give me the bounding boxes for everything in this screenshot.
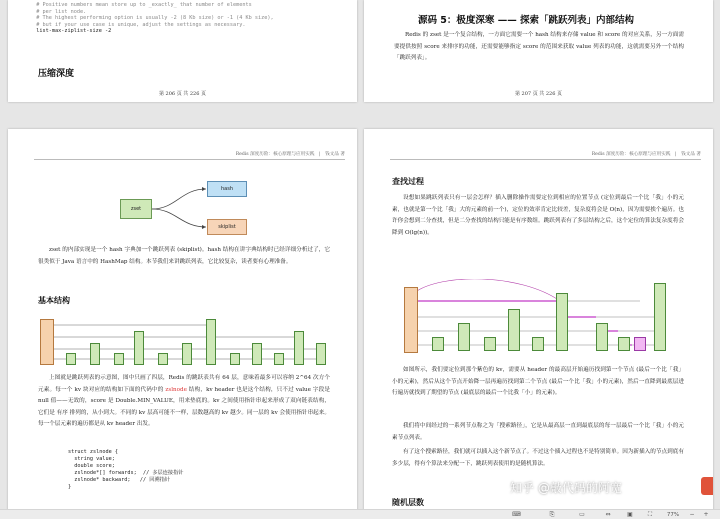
search-node (556, 293, 568, 351)
code-comment-line: # per list node. (30, 8, 87, 15)
side-widget[interactable] (701, 477, 713, 495)
skiplist-node (206, 319, 216, 365)
hash-box: hash (207, 181, 247, 197)
zoom-in-icon[interactable]: + (703, 511, 709, 518)
zslnode-code: struct zslnode { string value; double score; zslnode*[] forwards; // 多层连接指针 zslnode* backward; // 回溯指针 } (68, 449, 184, 490)
screen-icon[interactable]: ▣ (627, 511, 633, 518)
skiplist-node (90, 343, 100, 365)
zset-paragraph: zset 的内部实现是一个 hash 字典加一个跳跃列表 (skiplist)。hash 结构在讲字典结构时已经详细分析过了，它很类似于 Java 语言中的 HashMap 结构。本节我们来讲跳跃列表，它比较复杂，读者要有心理准备。 (38, 247, 330, 265)
insert-paragraph: 有了这个搜索路径，我们就可以插入这个新节点了。不过这个插入过程也不是特别简单。因为新插入的节点到底有多少层，得有个算法来分配一下，跳跃列表使用的是随机算法。 (392, 449, 684, 467)
page-footer: 第 206 页 共 226 页 (158, 91, 207, 97)
pdf-page-209 (364, 129, 713, 519)
skiplist-node (134, 331, 144, 365)
skiplist-header-node (40, 319, 54, 365)
skiplist-paragraph: 上图就是跳跃列表的示意图，图中只画了四层，Redis 的跳跃表共有 64 层，意味着最多可以容纳 2^64 次方个元素。每一个 kv 块对应的结构如下面的代码中的 zslnode 结构，kv header 也是这个结构，只不过 value 字段是 null 值——无效的，score 是 Double.MIN_VALUE，用来垫底的。kv 之间使用指针串起来形成了双向链表结构，它们是 有序 排列的，从小到大。不同的 kv 层高可能不一样，层数越高的 kv 越少。同一层的 kv 会使用指针串起来。每一个层元素的遍历都是从 kv header 出发。 (38, 375, 330, 427)
search-node (596, 323, 608, 351)
skiplist-node (66, 353, 76, 365)
target-node (634, 337, 646, 351)
header-rule (390, 159, 701, 160)
search-path-definition: 我们将中间经过的一系列节点称之为「搜索路径」，它是从最高层一直到最底层的每一层最后一个比「我」小的元素节点列表。 (392, 423, 684, 441)
search-node (508, 309, 520, 351)
code-comment-line: # but if your use case is unique, adjust the settings as necessary. (30, 21, 246, 28)
skiplist-node (252, 343, 262, 365)
chapter-title: 源码 5：极度深寒 —— 探索「跳跃列表」内部结构 (418, 15, 635, 26)
section-heading: 基本结构 (38, 296, 70, 305)
zset-diagram (116, 179, 256, 239)
fullscreen-icon[interactable]: ⛶ (647, 511, 653, 518)
page-footer: 第 207 页 共 226 页 (514, 91, 563, 97)
zoom-out-icon[interactable]: − (689, 511, 695, 518)
code-comment-line: # The highest performing option is usually -2 (8 Kb size) or -1 (4 Kb size), (30, 15, 274, 22)
search-paragraph: 设想如果跳跃列表只有一层会怎样？插入删除操作需要定位到相应的位置节点 (定位到最后一个比「我」小的元素，也就是第一个比「我」大的元素的前一个)，定位的效率肯定比较差，复杂度将会是 O(n)，因为需要挨个遍历。也许你会想到二分查找，但是二分查找的结构只能是有序数组。跳跃列表有了多层结构之后，这个定位的算法复杂度将会降到 O(lg(n))。 (392, 195, 684, 236)
skiplist-node (294, 331, 304, 365)
page-view-icon[interactable]: ▭ (579, 511, 585, 518)
bookmark-icon[interactable]: ⎘ (549, 511, 555, 518)
skiplist-node (230, 353, 240, 365)
zoom-level[interactable]: 77% (666, 512, 680, 518)
skiplist-box: skiplist (207, 219, 247, 235)
skiplist-node (114, 353, 124, 365)
code-config-line: list-max-ziplist-size -2 (30, 28, 112, 35)
skiplist-node (316, 343, 326, 365)
intro-paragraph: Redis 的 zset 是一个复合结构，一方面它需要一个 hash 结构来存储 value 和 score 的对应关系，另一方面需要提供按照 score 来排序的功能，还需要能够指定 score 的范围来获取 value 列表的功能，这就需要另外一个结构「跳跃列表」。 (394, 32, 684, 61)
header-rule (34, 159, 345, 160)
fit-width-icon[interactable]: ⇔ (605, 511, 611, 518)
search-header-node (404, 287, 418, 353)
pdf-page-207 (364, 0, 713, 102)
search-path-paragraph: 如图所示，我们要定位到那个紫色的 kv，需要从 header 的最高层开始遍历找到第一个节点 (最后一个比「我」小的元素)，然后从这个节点开始降一层再遍历找到第二个节点 (最后一个比「我」小的元素)，然后一直降到最底层进行遍历就找到了期望的节点 (最底层的最后一个比我「小」的元素)。 (392, 367, 684, 396)
taskbar (0, 509, 720, 519)
search-path-figure (400, 279, 670, 359)
pdf-page-208 (8, 129, 357, 519)
search-node (654, 283, 666, 351)
section-heading: 查找过程 (392, 177, 424, 186)
search-node (432, 337, 444, 351)
code-comment-line: # Positive numbers mean store up to _exactly_ that number of elements (30, 2, 252, 8)
search-node (458, 323, 470, 351)
section-heading: 压缩深度 (38, 69, 75, 79)
pdf-page-206 (8, 0, 357, 102)
search-node (484, 337, 496, 351)
watermark: 知乎 @敲代码的阿宽 (510, 481, 622, 495)
running-header: Redis 深度历险：核心原理与应用实践 | 钱文品 著 (591, 152, 701, 157)
section-heading: 随机层数 (392, 498, 424, 507)
input-method-icon[interactable]: ⌨ (512, 511, 521, 518)
skiplist-node (274, 353, 284, 365)
skiplist-node (158, 353, 168, 365)
zset-box: zset (120, 199, 152, 219)
search-node (532, 337, 544, 351)
skiplist-node (182, 343, 192, 365)
running-header: Redis 深度历险：核心原理与应用实践 | 钱文品 著 (235, 152, 345, 157)
skiplist-figure (38, 315, 330, 367)
search-node (618, 337, 630, 351)
